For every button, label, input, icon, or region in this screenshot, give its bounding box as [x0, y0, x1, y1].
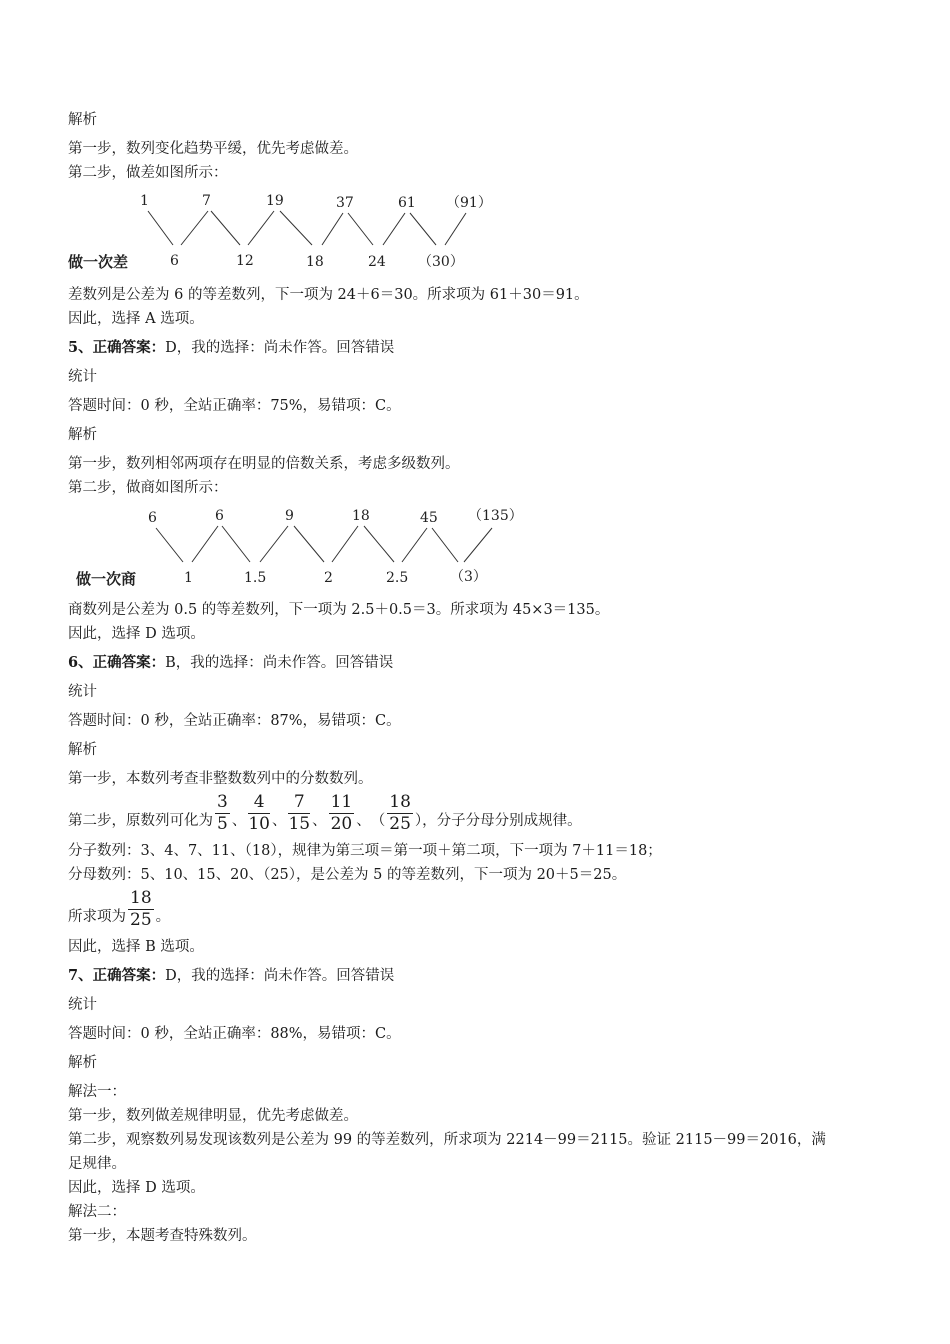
- analysis-label: 解析: [68, 742, 97, 758]
- diagram-top-value: 9: [285, 508, 294, 524]
- diagram-line: [410, 213, 436, 245]
- difference-diagram-svg: [68, 189, 588, 277]
- q4-step2: 第二步，做差如图所示：: [68, 165, 228, 181]
- fraction: [329, 794, 355, 833]
- diagram-line: [332, 526, 358, 562]
- fraction-denominator: 25: [130, 910, 152, 930]
- q5-conclusion: 商数列是公差为 0.5 的等差数列，下一项为 2.5＋0.5＝3。所求项为 45×3＝135。: [68, 602, 610, 618]
- solution-page: [68, 108, 888, 1248]
- quotient-diagram-lines: [156, 526, 492, 562]
- q7-m2-step1: 第一步，本题考查特殊数列。: [68, 1228, 257, 1244]
- diagram-bottom-value: （3）: [450, 569, 487, 585]
- fraction-numerator: 11: [330, 792, 353, 812]
- q6-stats: 答题时间：0 秒，全站正确率：87%，易错项：C。: [68, 713, 401, 729]
- diagram-top-value: 7: [202, 193, 211, 209]
- diagram-bottom-value: 1.5: [244, 570, 267, 586]
- diagram-line: [294, 526, 324, 562]
- analysis-label: 解析: [68, 1055, 97, 1071]
- q6-answer-header: [68, 651, 888, 675]
- diagram-bottom-value: 12: [236, 253, 254, 269]
- diagram-bottom-value: （30）: [418, 254, 464, 270]
- diagram-bottom-value: 2: [324, 570, 333, 586]
- diagram-line: [402, 528, 427, 562]
- q7-method1: 解法一：: [68, 1084, 126, 1100]
- diagram-line: [192, 526, 218, 562]
- difference-diagram: [68, 189, 888, 277]
- fraction: [387, 794, 413, 833]
- answer-label: 5、正确答案：: [68, 339, 166, 356]
- diagram-line: [432, 528, 458, 562]
- fraction: [215, 794, 230, 833]
- diagram-top-value: 37: [336, 195, 354, 211]
- answer-detail: D，我的选择：尚未作答。回答错误: [165, 968, 395, 984]
- q7-method2: 解法二：: [68, 1204, 126, 1220]
- fraction-numerator: 18: [389, 792, 411, 812]
- diagram-top-value: 6: [215, 508, 224, 524]
- q6-denominators: 分母数列：5、10、15、20、（25），是公差为 5 的等差数列，下一项为 20＋5＝25。: [68, 867, 627, 883]
- difference-diagram-lines: [148, 211, 466, 245]
- diagram-line: [280, 211, 312, 245]
- q4-step1: 第一步，数列变化趋势平缓，优先考虑做差。: [68, 141, 358, 157]
- diagram-top-value: 19: [266, 193, 284, 209]
- diagram-bottom-value: 18: [306, 254, 324, 270]
- stats-label: 统计: [68, 369, 97, 385]
- separator: 、: [312, 813, 327, 829]
- diagram-line: [322, 213, 343, 245]
- q6-choice: 因此，选择 B 选项。: [68, 939, 204, 955]
- stats-label: 统计: [68, 997, 97, 1013]
- fraction: [248, 794, 270, 833]
- fraction: [128, 890, 154, 929]
- separator: 、: [231, 813, 247, 829]
- q4-conclusion: 差数列是公差为 6 的等差数列，下一项为 24＋6＝30。所求项为 61＋30＝91。: [68, 287, 589, 303]
- answer-label: 6、正确答案：: [68, 654, 166, 671]
- answer-detail: D，我的选择：尚未作答。回答错误: [165, 340, 395, 356]
- diagram-bottom-value: 2.5: [386, 570, 409, 586]
- separator: 、: [356, 813, 371, 829]
- diagram-top-value: 45: [420, 510, 438, 526]
- diagram-line: [156, 528, 183, 562]
- q7-m1-step1: 第一步，数列做差规律明显，优先考虑做差。: [68, 1108, 358, 1124]
- diagram-top-value: （135）: [468, 508, 523, 524]
- q7-m1-step2: 第二步，观察数列易发现该数列是公差为 99 的等差数列，所求项为 2214－99＝2115。验证 2115－99＝2016，满: [68, 1132, 826, 1148]
- q7-m1-step2-cont: 足规律。: [68, 1156, 126, 1172]
- analysis-label: 解析: [68, 427, 97, 443]
- q5-step1: 第一步，数列相邻两项存在明显的倍数关系，考虑多级数列。: [68, 456, 460, 472]
- diagram-line: [222, 526, 250, 562]
- fraction-denominator: 25: [389, 814, 411, 834]
- q5-answer-header: [68, 336, 888, 360]
- fraction-numerator: 7: [288, 794, 310, 814]
- fraction: [288, 794, 310, 833]
- q6-step1: 第一步，本数列考查非整数数列中的分数数列。: [68, 771, 373, 787]
- separator: 、: [271, 813, 287, 829]
- diagram-bottom-value: 1: [184, 570, 193, 586]
- fraction-denominator: 10: [248, 814, 270, 834]
- open-paren: （: [370, 813, 386, 829]
- analysis-label: 解析: [68, 112, 97, 128]
- q5-choice: 因此，选择 D 选项。: [68, 626, 205, 642]
- diagram-line: [181, 211, 208, 245]
- q4-choice: 因此，选择 A 选项。: [68, 311, 204, 327]
- fraction-denominator: 15: [288, 814, 311, 834]
- diagram-line: [445, 213, 466, 245]
- diagram-top-value: 6: [148, 510, 157, 526]
- diagram-bottom-value: 6: [170, 253, 179, 269]
- q6-step2-suffix: ），分子分母分别成规律。: [414, 813, 582, 829]
- q6-answer: [68, 887, 888, 935]
- q7-stats: 答题时间：0 秒，全站正确率：88%，易错项：C。: [68, 1026, 401, 1042]
- answer-detail: B，我的选择：尚未作答。回答错误: [165, 655, 394, 671]
- fraction-denominator: 20: [330, 814, 353, 834]
- diagram-top-value: 18: [352, 508, 370, 524]
- diagram-line: [248, 211, 274, 245]
- diagram-line: [364, 526, 394, 562]
- q6-answer-prefix: 所求项为: [68, 909, 126, 925]
- q6-answer-suffix: 。: [155, 909, 171, 925]
- stats-label: 统计: [68, 684, 97, 700]
- fraction-numerator: 3: [217, 792, 228, 812]
- q6-numerators: 分子数列：3、4、7、11、（18），规律为第三项＝第一项＋第二项，下一项为 7＋11＝18；: [68, 843, 662, 859]
- diagram-top-value: （91）: [446, 195, 492, 211]
- diagram-label: 做一次差: [68, 253, 129, 271]
- diagram-label: 做一次商: [76, 570, 137, 588]
- fraction-numerator: 4: [248, 794, 270, 814]
- diagram-line: [148, 211, 173, 245]
- q6-step2-prefix: 第二步，原数列可化为: [68, 813, 213, 829]
- diagram-line: [211, 211, 240, 245]
- fraction-denominator: 5: [217, 814, 228, 834]
- fraction-numerator: 18: [130, 888, 152, 908]
- diagram-line: [383, 213, 405, 245]
- q6-step2: [68, 791, 888, 839]
- answer-label: 7、正确答案：: [68, 967, 166, 984]
- quotient-diagram: [68, 504, 888, 592]
- q7-m1-choice: 因此，选择 D 选项。: [68, 1180, 205, 1196]
- q7-answer-header: [68, 964, 888, 988]
- diagram-line: [260, 526, 288, 562]
- q5-stats: 答题时间：0 秒，全站正确率：75%，易错项：C。: [68, 398, 401, 414]
- quotient-diagram-svg: [68, 504, 588, 592]
- diagram-line: [348, 213, 373, 245]
- diagram-bottom-value: 24: [368, 254, 386, 270]
- diagram-top-value: 61: [398, 195, 416, 211]
- q5-step2: 第二步，做商如图所示：: [68, 480, 228, 496]
- diagram-line: [464, 528, 492, 562]
- diagram-top-value: 1: [140, 193, 149, 209]
